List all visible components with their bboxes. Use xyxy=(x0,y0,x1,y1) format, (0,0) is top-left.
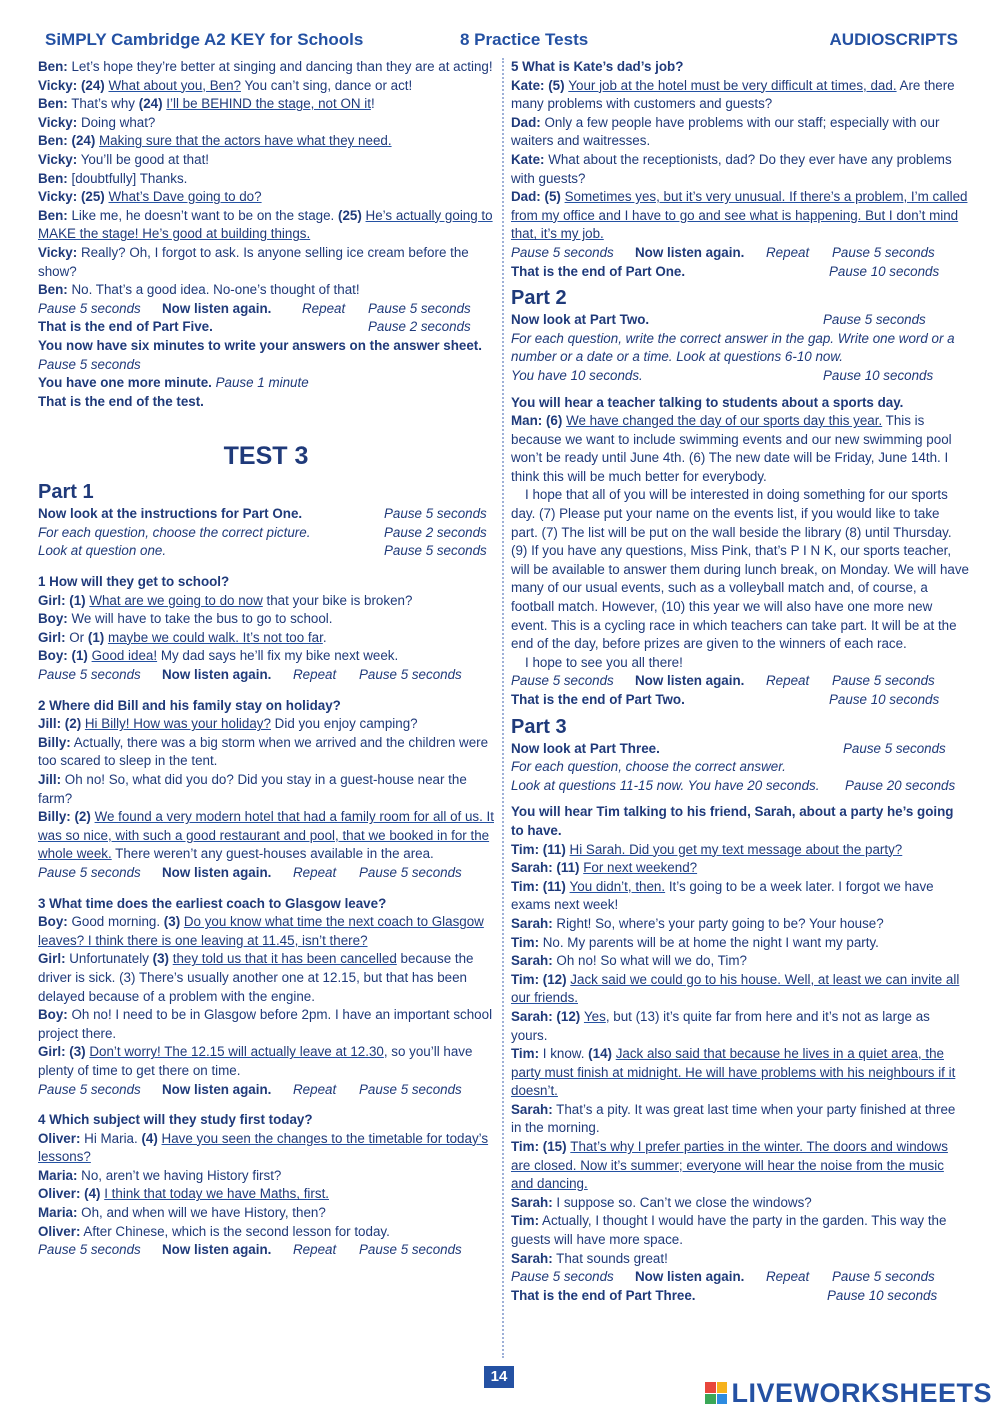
dialogue-line xyxy=(38,950,494,1006)
dialogue-line xyxy=(38,77,494,96)
line-speaker: Tim: xyxy=(511,841,540,857)
section-label: AUDIOSCRIPTS xyxy=(829,30,958,49)
line-speaker: Oliver: xyxy=(38,1130,81,1146)
line-speaker: Boy: xyxy=(38,914,68,930)
line-speaker: Sarah: xyxy=(511,915,553,931)
line-num: (24) xyxy=(67,133,100,149)
dialogue-line xyxy=(38,188,494,207)
line-speaker: Dad: xyxy=(511,189,541,205)
line-num: (5) xyxy=(540,189,565,205)
line-speaker: Maria: xyxy=(38,1205,78,1221)
line-text: Oh no! So, what did you do? Did you stay in a guest-house near the farm? xyxy=(38,772,467,806)
line-speaker: Vicky: xyxy=(38,151,78,167)
pause-row: Pause 5 seconds Now listen again. Repeat Pause 5 seconds xyxy=(511,673,935,689)
line-pre: Like me, he doesn’t want to be on the stage. xyxy=(67,207,338,223)
line-speaker: Oliver: xyxy=(38,1186,81,1202)
line-num: (5) xyxy=(544,77,569,93)
line-speaker: Ben: xyxy=(38,282,68,298)
line-num: (4) xyxy=(141,1130,162,1146)
line-speaker: Ben: xyxy=(38,96,68,112)
line-num: (4) xyxy=(80,1186,105,1202)
line-u: Yes xyxy=(583,1008,606,1024)
line-text: You’ll be good at that! xyxy=(77,151,210,167)
book-subtitle: 8 Practice Tests xyxy=(460,30,589,49)
line-speaker: Girl: xyxy=(38,629,66,645)
logo-square-1 xyxy=(705,1382,716,1393)
line-pre: Good morning. xyxy=(67,914,164,930)
dialogue-line xyxy=(38,244,494,281)
part1-instr-1: Now look at the instructions for Part One. Pause 5 seconds xyxy=(38,506,487,522)
line-pre: Hi Maria. xyxy=(80,1130,142,1146)
question-2-title: 2 Where did Bill and his family stay on holiday? xyxy=(38,697,341,713)
line-text: [doubtfully] Thanks. xyxy=(67,170,188,186)
line-speaker: Vicky: xyxy=(38,77,78,93)
page-header xyxy=(40,30,960,52)
line-speaker: Tim: xyxy=(511,1046,540,1062)
line-u: I think that today we have Maths, first. xyxy=(104,1186,330,1202)
question-5-title: 5 What is Kate’s dad’s job? xyxy=(511,59,684,74)
line-rest: . xyxy=(322,629,327,645)
line-speaker: Sarah: xyxy=(511,860,553,876)
dialogue-line xyxy=(38,207,494,244)
line-u: Good idea! xyxy=(91,648,158,664)
line-rest: Did you enjoy camping? xyxy=(270,716,418,732)
line-u: Hi Billy! How was your holiday? xyxy=(84,716,271,732)
line-speaker: Ben: xyxy=(38,170,68,186)
line-text: That’s a pity. It was great last time when your party finished at three in the morning. xyxy=(511,1101,956,1136)
dialogue-line xyxy=(511,934,969,953)
line-speaker: Vicky: xyxy=(38,244,78,260)
dialogue-line xyxy=(38,647,494,666)
line-u: Sometimes yes, but it’s very unusual. If there’s a problem, I’m called from my office and I have to go and see what is happening. But I don’t mind that, it’s my job. xyxy=(511,189,968,242)
six-minutes: You now have six minutes to write your answers on the answer sheet. xyxy=(38,337,482,353)
part3-choose: For each question, choose the correct answer. xyxy=(511,759,786,775)
line-u: He’s actually going to MAKE the stage! He’s good at building things. xyxy=(38,207,493,242)
logo-square-2 xyxy=(717,1382,728,1393)
question-5-dialogue xyxy=(511,77,969,244)
end-part-one: That is the end of Part One. Pause 10 seconds xyxy=(511,263,940,279)
page-number: 14 xyxy=(484,1366,514,1388)
line-num: (1) xyxy=(87,629,108,645)
dialogue-line xyxy=(38,58,494,77)
dialogue-line xyxy=(511,878,969,915)
line-num: (24) xyxy=(138,96,167,112)
line-text: Doing what? xyxy=(77,114,156,130)
line-speaker: Girl: xyxy=(38,1044,66,1060)
line-u: What are we going to do now xyxy=(89,592,263,608)
part2-para2: I hope that all of you will be interested in doing something for our sports day. (7) Please put your name on the events list, if you would like to take part. (7) The list will be put on the wall beside the library (8) until Thursday. (9) If you have any questions, Miss Pink, that’s P I N K, our sports teacher, will be available to answer them during lunch break, on Monday. We will have many of our usual events, such as a volleyball match and, of course, a football match. However, (10) this year we will also have one more new event. This is a cycling race in which teachers can take part. It will be at the end of the day, before prizes are given to the winners of each race. xyxy=(511,487,970,652)
line-pre: Or xyxy=(65,629,88,645)
question-1-dialogue xyxy=(38,592,494,666)
line-speaker: Boy: xyxy=(38,611,68,627)
logo-square-3 xyxy=(705,1394,716,1405)
line-num: (2) xyxy=(61,716,85,732)
dialogue-line xyxy=(38,913,494,950)
line-speaker: Boy: xyxy=(38,1007,68,1023)
part1-title: Part 1 xyxy=(38,481,94,504)
line-num: (12) xyxy=(539,971,571,987)
line-num: (12) xyxy=(552,1008,584,1024)
line-num: (25) xyxy=(77,189,109,205)
pause-row: Pause 5 seconds Now listen again. Repeat Pause 5 seconds xyxy=(38,1081,462,1097)
dialogue-line xyxy=(511,841,969,860)
line-rest: ! xyxy=(370,96,375,112)
line-text: Let’s hope they’re better at singing and dancing than they are at acting! xyxy=(67,59,493,74)
question-3-title: 3 What time does the earliest coach to Glasgow leave? xyxy=(38,895,387,911)
pause-row: Pause 5 seconds Now listen again. Repeat Pause 5 seconds xyxy=(511,1269,935,1285)
line-rest: because the driver is sick. (3) There’s usually another one at 12.15, but that has been delayed because of a problem with the engine. xyxy=(38,951,474,1004)
line-speaker: Man: xyxy=(511,413,543,429)
line-rest: There weren’t any guest-houses available in the area. xyxy=(111,846,434,862)
line-text: Actually, there was a big storm when we arrived and the children were too scared to sleep in the tent. xyxy=(38,734,489,769)
pause-row: Pause 5 seconds Now listen again. Repeat Pause 5 seconds xyxy=(38,1242,462,1258)
dialogue-line xyxy=(38,95,494,114)
line-speaker: Sarah: xyxy=(511,1250,553,1266)
liveworksheets-logo[interactable] xyxy=(705,1378,992,1408)
line-text: What about the receptionists, dad? Do they ever have any problems with guests? xyxy=(511,151,952,186)
line-u: We have changed the day of our sports day this year. xyxy=(566,413,883,429)
part2-now: Now look at Part Two. Pause 5 seconds xyxy=(511,312,926,328)
part2-para3: I hope to see you all there! xyxy=(525,654,683,670)
line-text: No, aren’t we having History first? xyxy=(77,1167,282,1183)
line-speaker: Vicky: xyxy=(38,189,78,205)
dialogue-line xyxy=(38,771,494,808)
line-pre: Unfortunately xyxy=(65,951,153,967)
dialogue-line xyxy=(511,1101,969,1138)
pause-5: Pause 5 seconds xyxy=(38,356,141,372)
dialogue-line xyxy=(38,132,494,151)
line-text: We will have to take the bus to go to school. xyxy=(67,611,333,627)
line-text: Actually, I thought I would have the party in the garden. This way the guests will have more space. xyxy=(511,1213,947,1248)
dialogue-line xyxy=(38,1223,494,1242)
line-text: Only a few people have problems with our staff; especially with our waiters and waitresses. xyxy=(511,114,940,149)
dialogue-line xyxy=(511,971,969,1008)
line-rest: This is because we want to include swimming events and our new swimming pool won’t be ready until June 4th. (6) The new date will be Friday, June 14th. I think this will be much better for everybody. xyxy=(511,413,952,484)
line-speaker: Oliver: xyxy=(38,1223,81,1239)
line-u: Your job at the hotel must be very difficult at times, dad. xyxy=(568,77,897,93)
dialogue-line xyxy=(511,114,969,151)
line-text: I suppose so. Can’t we close the windows? xyxy=(552,1194,812,1210)
dialogue-line xyxy=(511,1212,969,1249)
part1-instr-3: Look at question one. Pause 5 seconds xyxy=(38,543,487,559)
end-part-three: That is the end of Part Three. Pause 10 seconds xyxy=(511,1287,938,1303)
line-speaker: Tim: xyxy=(511,1213,540,1229)
dialogue-line xyxy=(511,1250,969,1269)
end-part-two: That is the end of Part Two. Pause 10 seconds xyxy=(511,692,940,707)
one-more-minute: You have one more minute. Pause 1 minute xyxy=(38,375,309,391)
dialogue-line xyxy=(38,1185,494,1204)
line-speaker: Vicky: xyxy=(38,114,78,130)
line-rest: , so you’ll have plenty of time to get there on time. xyxy=(38,1044,473,1078)
dialogue-line xyxy=(511,915,969,934)
line-speaker: Tim: xyxy=(511,934,540,950)
part3-look: Look at questions 11-15 now. You have 20 seconds. Pause 20 seconds xyxy=(511,777,956,793)
line-speaker: Kate: xyxy=(511,77,545,93)
t2-dialogue xyxy=(38,58,494,300)
dialogue-line xyxy=(511,412,969,486)
line-text: Really? Oh, I forgot to ask. Is anyone selling ice cream before the show? xyxy=(38,244,469,279)
line-speaker: Jill: xyxy=(38,716,62,732)
line-u: Don’t worry! The 12.15 will actually leave at 12.30 xyxy=(89,1044,384,1060)
line-u: I’ll be BEHIND the stage, not ON it xyxy=(166,96,371,112)
dialogue-line xyxy=(38,629,494,648)
dialogue-line xyxy=(511,77,969,114)
line-num: (15) xyxy=(539,1139,571,1155)
question-4-title: 4 Which subject will they study first today? xyxy=(38,1112,313,1128)
line-speaker: Girl: xyxy=(38,951,66,967)
test-title: TEST 3 xyxy=(223,442,309,471)
line-rest: that your bike is broken? xyxy=(262,592,413,608)
line-speaker: Kate: xyxy=(511,151,545,167)
dialogue-line xyxy=(38,114,494,133)
line-speaker: Maria: xyxy=(38,1167,78,1183)
line-u: maybe we could walk. It’s not too far xyxy=(107,629,323,645)
dialogue-line xyxy=(511,1045,969,1101)
line-speaker: Ben: xyxy=(38,59,68,74)
end-part-five: That is the end of Part Five. Pause 2 seconds xyxy=(38,319,471,335)
line-speaker: Billy: xyxy=(38,809,71,825)
line-u: Making sure that the actors have what they need. xyxy=(99,133,392,149)
left-column xyxy=(38,58,494,1260)
line-u: For next weekend? xyxy=(583,860,698,876)
line-speaker: Tim: xyxy=(511,1139,540,1155)
line-num: (25) xyxy=(338,207,366,223)
line-text: After Chinese, which is the second lesson for today. xyxy=(80,1223,390,1239)
line-speaker: Boy: xyxy=(38,648,68,664)
question-3-dialogue xyxy=(38,913,494,1080)
line-u: they told us that it has been cancelled xyxy=(172,951,397,967)
dialogue-line xyxy=(38,1204,494,1223)
line-u: We found a very modern hotel that had a family room for all of us. It was so nice, with such a good restaurant and pool, that we booked in for the whole week. xyxy=(38,809,494,862)
line-num: (14) xyxy=(588,1046,616,1062)
line-num: (6) xyxy=(542,413,567,429)
line-u: Jack also said that because he lives in a quiet area, the party must finish at midnight. He will have problems with his neighbours if it doesn’t. xyxy=(511,1046,956,1099)
column-divider xyxy=(502,58,504,1358)
dialogue-line xyxy=(38,734,494,771)
part2-have: You have 10 seconds. Pause 10 seconds xyxy=(511,367,934,383)
line-num: (3) xyxy=(163,914,184,930)
line-num: (3) xyxy=(65,1044,90,1060)
dialogue-line xyxy=(38,1167,494,1186)
part2-title: Part 2 xyxy=(511,287,567,310)
dialogue-line xyxy=(511,188,969,244)
line-rest: You can’t sing, dance or act! xyxy=(241,77,413,93)
dialogue-line xyxy=(38,592,494,611)
line-num: (1) xyxy=(65,592,90,608)
dialogue-line xyxy=(38,1006,494,1043)
line-u: What’s Dave going to do? xyxy=(108,189,262,205)
line-speaker: Tim: xyxy=(511,971,540,987)
part2-intro: You will hear a teacher talking to students about a sports day. xyxy=(511,394,904,410)
logo-square-4 xyxy=(717,1394,728,1405)
line-num: (3) xyxy=(152,951,173,967)
line-speaker: Sarah: xyxy=(511,1008,553,1024)
right-column xyxy=(511,58,969,1305)
part3-intro: You will hear Tim talking to his friend, Sarah, about a party he’s going to have. xyxy=(511,804,954,838)
pause-row: Pause 5 seconds Now listen again. Repeat Pause 5 seconds xyxy=(511,244,935,260)
line-u: You didn’t, then. xyxy=(569,878,666,894)
line-u: Hi Sarah. Did you get my text message about the party? xyxy=(569,841,903,857)
dialogue-line xyxy=(38,808,494,864)
part3-title: Part 3 xyxy=(511,715,567,738)
line-text: Oh, and when will we have History, then? xyxy=(77,1205,326,1221)
line-rest: My dad says he’ll fix my bike next week. xyxy=(157,648,399,664)
end-of-test: That is the end of the test. xyxy=(38,393,204,409)
dialogue-line xyxy=(38,1043,494,1080)
line-num: (11) xyxy=(539,878,570,894)
part2-para1 xyxy=(511,412,969,486)
line-pre: I know. xyxy=(539,1046,589,1062)
line-speaker: Billy: xyxy=(38,734,71,750)
line-speaker: Girl: xyxy=(38,592,66,608)
dialogue-line xyxy=(511,859,969,878)
line-text: That sounds great! xyxy=(552,1250,668,1266)
dialogue-line xyxy=(511,151,969,188)
line-speaker: Ben: xyxy=(38,133,68,149)
line-text: No. My parents will be at home the night I want my party. xyxy=(539,934,879,950)
dialogue-line xyxy=(38,610,494,629)
line-rest: , but (13) it’s quite far from here and it’s not as large as yours. xyxy=(511,1008,930,1043)
pause-row: Pause 5 seconds Now listen again. Repeat Pause 5 seconds xyxy=(38,864,462,880)
dialogue-line xyxy=(511,1008,969,1045)
dialogue-line xyxy=(511,1194,969,1213)
line-u: What about you, Ben? xyxy=(108,77,241,93)
line-speaker: Sarah: xyxy=(511,1194,553,1210)
dialogue-line xyxy=(38,170,494,189)
pause-row: Pause 5 seconds Now listen again. Repeat Pause 5 seconds xyxy=(38,300,471,316)
line-num: (24) xyxy=(77,77,109,93)
line-speaker: Ben: xyxy=(38,207,68,223)
line-u: Have you seen the changes to the timetable for today’s lessons? xyxy=(38,1130,489,1165)
line-speaker: Sarah: xyxy=(511,1101,553,1117)
line-u: That’s why I prefer parties in the winter. The doors and windows are closed. Now it’s summer; everyone will hear the noise from the music and dancing. xyxy=(511,1139,948,1192)
question-2-dialogue xyxy=(38,715,494,864)
part3-now: Now look at Part Three. Pause 5 seconds xyxy=(511,740,946,756)
part3-dialogue xyxy=(511,841,969,1269)
line-speaker: Jill: xyxy=(38,772,62,787)
line-num: (1) xyxy=(67,648,92,664)
line-speaker: Tim: xyxy=(511,878,540,894)
line-pre: That’s why xyxy=(67,96,139,112)
line-num: (11) xyxy=(539,841,570,857)
logo-text: LIVEWORKSHEETS xyxy=(731,1377,992,1408)
line-speaker: Dad: xyxy=(511,114,541,130)
pause-row: Pause 5 seconds Now listen again. Repeat Pause 5 seconds xyxy=(38,667,462,683)
book-title: SiMPLY Cambridge A2 KEY for Schools xyxy=(45,30,364,49)
part2-instructions: For each question, write the correct answer in the gap. Write one word or a number or a date or a time. Look at questions 6-10 now. xyxy=(511,330,955,365)
line-text: Right! So, where’s your party going to be? Your house? xyxy=(552,915,884,931)
question-1-title: 1 How will they get to school? xyxy=(38,574,230,590)
part1-instr-2: For each question, choose the correct picture. Pause 2 seconds xyxy=(38,524,487,540)
dialogue-line xyxy=(38,151,494,170)
question-4-dialogue xyxy=(38,1130,494,1242)
logo-icon xyxy=(705,1382,727,1404)
line-u: Do you know what time the next coach to Glasgow leaves? I think there is one leaving at 11.45, isn’t there? xyxy=(38,914,484,948)
line-num: (2) xyxy=(70,809,95,825)
line-rest: Are there many problems with customers and guests? xyxy=(511,77,955,112)
dialogue-line xyxy=(38,281,494,300)
line-text: No. That’s a good idea. No-one’s thought of that! xyxy=(67,282,360,298)
line-text: Oh no! I need to be in Glasgow before 2pm. I have an important school project there. xyxy=(38,1007,493,1041)
dialogue-line xyxy=(38,1130,494,1167)
line-u: Jack said we could go to his house. Well, at least we can invite all our friends. xyxy=(511,971,960,1006)
dialogue-line xyxy=(511,952,969,971)
line-rest: It’s going to be a week later. I forgot we have exams next week! xyxy=(511,878,934,913)
line-num: (11) xyxy=(552,860,584,876)
line-speaker: Sarah: xyxy=(511,953,553,969)
line-text: Oh no! So what will we do, Tim? xyxy=(552,953,747,969)
dialogue-line xyxy=(511,1138,969,1194)
dialogue-line xyxy=(38,715,494,734)
